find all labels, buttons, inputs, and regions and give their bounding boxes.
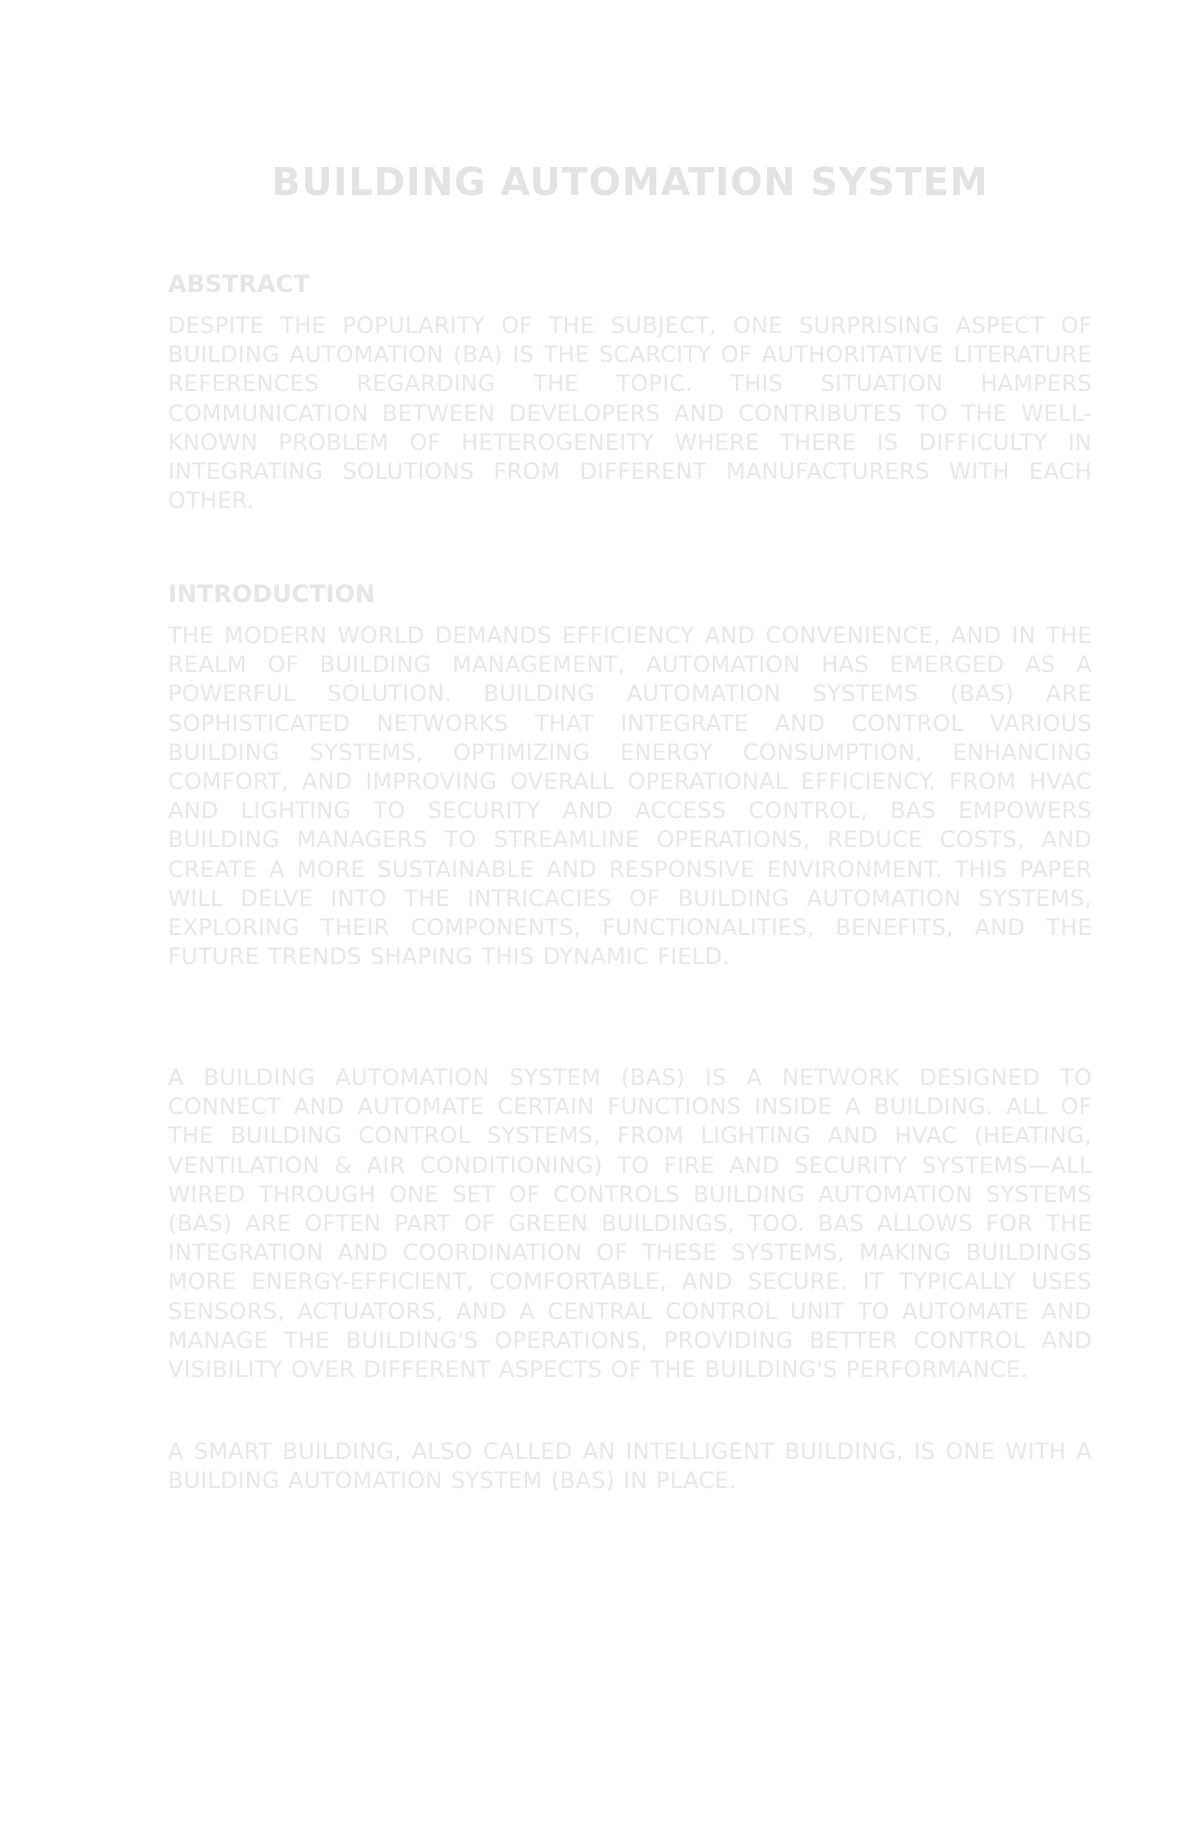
paper-title: BUILDING AUTOMATION SYSTEM (271, 160, 989, 204)
abstract-heading: ABSTRACT (168, 270, 310, 298)
bas-definition-paragraph: A BUILDING AUTOMATION SYSTEM (BAS) IS A NETWORK DESIGNED TO CONNECT AND AUTOMATE CERTAIN FUNCTIONS INSIDE A BUILDING. ALL OF THE BUILDING CONTROL SYSTEMS, FROM LIGHTING AND HVAC (HEATING, VENTILATION & AIR CONDITIONING) TO FIRE AND SECURITY SYSTEMS—ALL WIRED THROUGH ONE SET OF CONTROLS BUILDING AUTOMATION SYSTEMS (BAS) ARE OFTEN PART OF GREEN BUILDINGS, TOO. BAS ALLOWS FOR THE INTEGRATION AND COORDINATION OF THESE SYSTEMS, MAKING BUILDINGS MORE ENERGY-EFFICIENT, COMFORTABLE, AND SECURE. IT TYPICALLY USES SENSORS, ACTUATORS, AND A CENTRAL CONTROL UNIT TO AUTOMATE AND MANAGE THE BUILDING'S OPERATIONS, PROVIDING BETTER CONTROL AND VISIBILITY OVER DIFFERENT ASPECTS OF THE BUILDING'S PERFORMANCE. (168, 1065, 1092, 1384)
introduction-paragraph: THE MODERN WORLD DEMANDS EFFICIENCY AND CONVENIENCE, AND IN THE REALM OF BUILDING MANAGEMENT, AUTOMATION HAS EMERGED AS A POWERFUL SOLUTION. BUILDING AUTOMATION SYSTEMS (BAS) ARE SOPHISTICATED NETWORKS THAT INTEGRATE AND CONTROL VARIOUS BUILDING SYSTEMS, OPTIMIZING ENERGY CONSUMPTION, ENHANCING COMFORT, AND IMPROVING OVERALL OPERATIONAL EFFICIENCY. FROM HVAC AND LIGHTING TO SECURITY AND ACCESS CONTROL, BAS EMPOWERS BUILDING MANAGERS TO STREAMLINE OPERATIONS, REDUCE COSTS, AND CREATE A MORE SUSTAINABLE AND RESPONSIVE ENVIRONMENT. THIS PAPER WILL DELVE INTO THE INTRICACIES OF BUILDING AUTOMATION SYSTEMS, EXPLORING THEIR COMPONENTS, FUNCTIONALITIES, BENEFITS, AND THE FUTURE TRENDS SHAPING THIS DYNAMIC FIELD. (168, 623, 1092, 971)
abstract-paragraph: DESPITE THE POPULARITY OF THE SUBJECT, ONE SURPRISING ASPECT OF BUILDING AUTOMATION (BA) IS THE SCARCITY OF AUTHORITATIVE LITERATURE REFERENCES REGARDING THE TOPIC. THIS SITUATION HAMPERS COMMUNICATION BETWEEN DEVELOPERS AND CONTRIBUTES TO THE WELL-KNOWN PROBLEM OF HETEROGENEITY WHERE THERE IS DIFFICULTY IN INTEGRATING SOLUTIONS FROM DIFFERENT MANUFACTURERS WITH EACH OTHER. (168, 313, 1092, 515)
introduction-heading: INTRODUCTION (168, 580, 376, 608)
smart-building-paragraph: A SMART BUILDING, ALSO CALLED AN INTELLIGENT BUILDING, IS ONE WITH A BUILDING AUTOMATION SYSTEM (BAS) IN PLACE. (168, 1439, 1092, 1495)
